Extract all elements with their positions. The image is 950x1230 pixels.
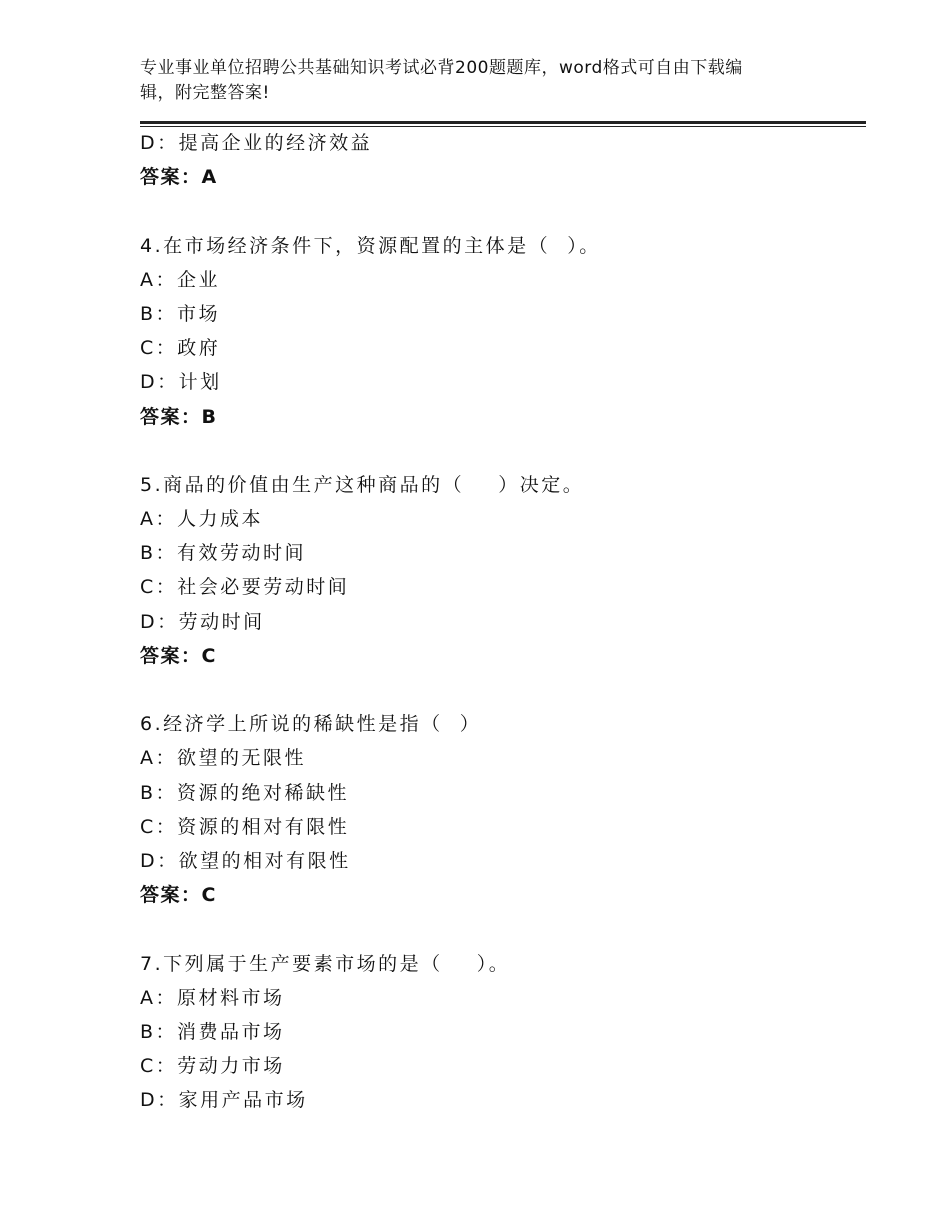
option-d: D：提高企业的经济效益	[140, 132, 373, 154]
document-header	[140, 56, 790, 106]
question-stem: 5.商品的价值由生产这种商品的（ ）决定。	[140, 473, 585, 496]
option-c: C：社会必要劳动时间	[140, 576, 350, 599]
option-b: B：资源的绝对稀缺性	[140, 781, 350, 804]
blank-line	[140, 912, 860, 946]
question-stem: 6.经济学上所说的稀缺性是指（ ）	[140, 713, 482, 736]
blank-line	[140, 673, 860, 707]
question-6	[140, 707, 860, 912]
option-c: C：政府	[140, 337, 221, 360]
header-line-2: 辑，附完整答案!	[140, 83, 270, 103]
option-c: C：资源的相对有限性	[140, 815, 350, 838]
option-b: B：有效劳动时间	[140, 542, 307, 565]
answer-line: 答案：C	[140, 884, 217, 907]
question-5	[140, 468, 860, 673]
answer-line: 答案：B	[140, 405, 218, 428]
question-stem: 7.下列属于生产要素市场的是（ ）。	[140, 952, 511, 975]
option-a: A：企业	[140, 268, 220, 291]
answer-line: 答案：C	[140, 644, 217, 667]
answer-line: 答案：A	[140, 166, 218, 189]
blank-line	[140, 194, 860, 228]
option-d: D：家用产品市场	[140, 1089, 308, 1112]
question-4	[140, 229, 860, 434]
option-d: D：计划	[140, 371, 222, 394]
option-a: A：欲望的无限性	[140, 747, 306, 770]
option-d: D：劳动时间	[140, 610, 265, 633]
question-3-continuation	[140, 126, 860, 194]
question-stem: 4.在市场经济条件下，资源配置的主体是（ ）。	[140, 234, 601, 257]
question-7	[140, 947, 860, 1118]
option-a: A：人力成本	[140, 508, 263, 531]
header-divider	[140, 121, 866, 124]
blank-line	[140, 434, 860, 468]
option-b: B：市场	[140, 302, 221, 325]
option-a: A：原材料市场	[140, 986, 285, 1009]
option-c: C：劳动力市场	[140, 1055, 285, 1078]
question-list	[140, 126, 860, 1117]
option-d: D：欲望的相对有限性	[140, 849, 351, 872]
header-line-1: 专业事业单位招聘公共基础知识考试必背200题题库，word格式可自由下载编	[140, 58, 743, 78]
option-b: B：消费品市场	[140, 1020, 285, 1043]
